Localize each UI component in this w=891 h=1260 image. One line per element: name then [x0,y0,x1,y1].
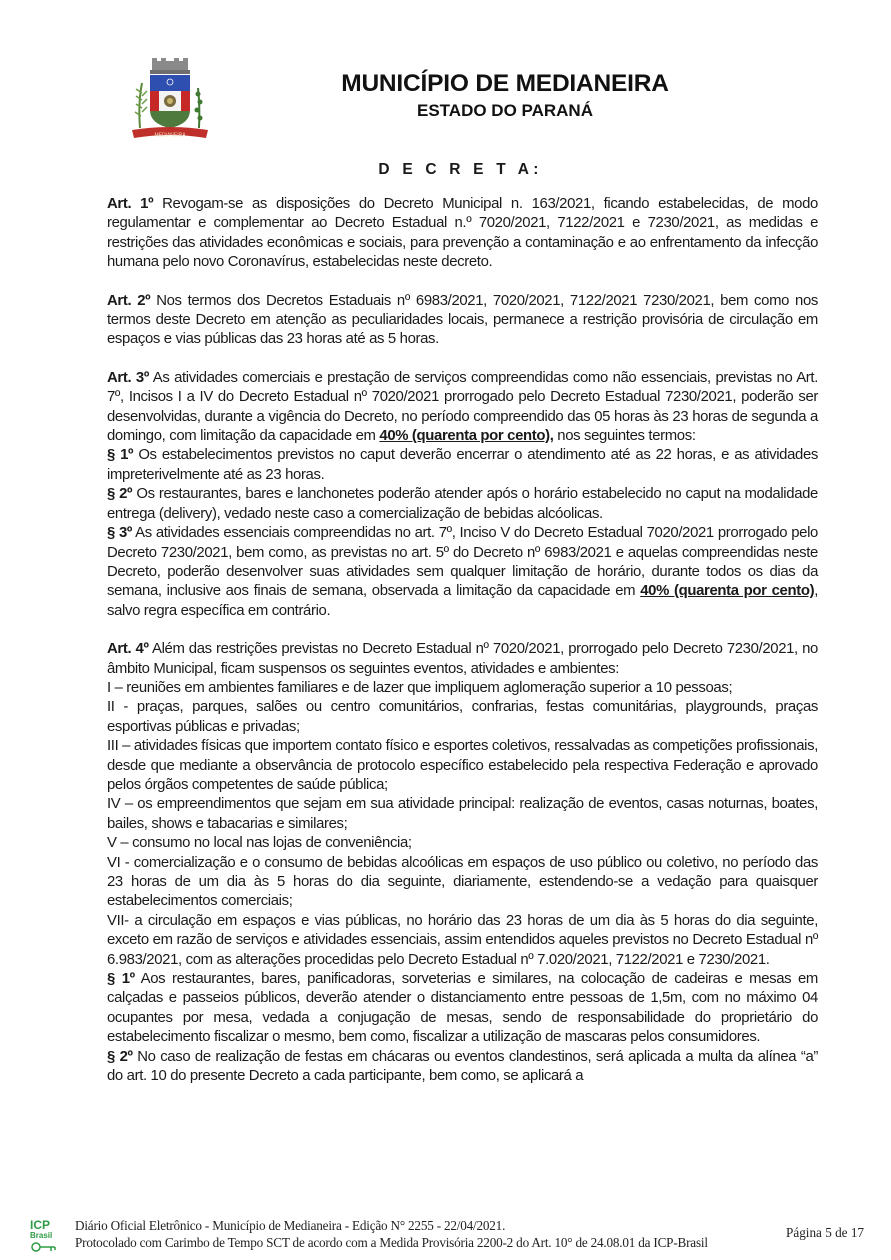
paragraph-text: No caso de realização de festas em chácaras ou eventos clandestinos, será aplicada a multa da alínea “a” do art. 10 do presente Decreto a cada participante, bem como, se aplicará a [107,1048,818,1085]
paragraph-text: Aos restaurantes, bares, panificadoras, sorveterias e similares, na colocação de cadeiras e mesas em calçadas e passeios públicos, deverão atender o distanciamento entre pessoas de 1,5m, com no máximo 04 ocupantes por mesa, vedada a conjugação de mesas, sendo de responsabilidade do proprietário do estabelecimento fiscalizar o mesmo, bem como, fiscalizar a utilização de mascaras pelos consumidores. [107,971,818,1046]
paragraph-label: § 2º [107,486,133,503]
article-4-item-i: I – reuniões em ambientes familiares e de lazer que impliquem aglomeração superior a 10 pessoas; [107,679,733,696]
crest-ribbon-text: MEDIANEIRA [154,132,186,139]
article-4-item-vii: VII- a circulação em espaços e vias públicas, no horário das 23 horas de um dia às 5 horas do dia seguinte, exceto em razão de serviços e atividades essenciais, assim entendidos aqueles previstos no Decreto Estadual nº 6.983/2021, com as alterações procedidas pelo Decreto Estadual nº 7.020/2021, 7122/2021 e 7230/2021. [107,912,818,968]
article-3-paragraph-3 [107,524,818,621]
footer-publication-info [75,1218,708,1251]
capacity-highlight: 40% (quarenta por cento), [379,428,554,445]
paragraph-text: Os restaurantes, bares e lanchonetes poderão atender após o horário estabelecido no caput na modalidade entrega (delivery), vedado neste caso a comercialização de bebidas alcóolicas. [107,486,818,522]
article-text: Nos termos dos Decretos Estaduais nº 6983/2021, 7020/2021, 7122/2021 7230/2021, bem como nos termos deste Decreto em atenção as peculiaridades locais, permanece a restrição provisória de circulação em espaços e vias públicas das 23 horas até as 5 horas. [107,292,818,348]
decreta-heading: D E C R E T A: [378,161,543,178]
icp-brasil-logo-icon [29,1218,65,1256]
article-text: Além das restrições previstas no Decreto Estadual nº 7020/2021, prorrogado pelo Decreto 7230/2021, no âmbito Municipal, ficam suspensos os seguintes eventos, atividades e ambientes: [107,641,818,677]
article-4-paragraph-2 [107,1048,818,1087]
capacity-highlight: 40% (quarenta por cento) [640,583,815,600]
article-label: Art. 4º [107,641,149,658]
article-3-paragraph-2 [107,485,818,524]
municipal-coat-of-arms-icon [130,58,210,142]
article-3 [107,369,818,447]
paragraph-label: § 2º [107,1048,133,1065]
article-label: Art. 1º [107,196,154,212]
article-4-item-ii: II - praças, parques, salões ou centro comunitários, confrarias, festas comunitárias, playgrounds, praças esportivas públicas e privadas; [107,699,818,735]
page-number: Página 5 de 17 [786,1225,865,1240]
article-4-item-vi: VI - comercialização e o consumo de bebidas alcoólicas em espaços de uso público ou coletivo, no período das 23 horas de um dia às 5 horas do dia seguinte, diariamente, estendendo-se a vedação para quaisquer estabelecimentos comerciais; [107,854,818,910]
paragraph-text: As atividades essenciais compreendidas no art. 7º, Inciso V do Decreto Estadual 7020/2021 prorrogado pelo Decreto 7230/2021, bem como, as previstas no art. 5º do Decreto nº 6983/2021 e aquelas compreendidas neste Decreto, poderão desenvolver suas atividades sem qualquer limitação de horário, durante todos os dias da semana, inclusive aos finais de semana, observada a limitação da capacidade em [107,525,818,600]
article-3-paragraph-1 [107,446,818,485]
article-1 [107,195,818,273]
article-4-item-iv: IV – os empreendimentos que sejam em sua atividade principal: realização de eventos, casas noturnas, boates, bailes, shows e tabacarias e similares; [107,796,818,832]
icp-logo-text: ICP [30,1218,51,1232]
municipality-title: MUNICÍPIO DE MEDIANEIRA [341,70,669,97]
article-label: Art. 2º [107,292,151,309]
paragraph-label: § 3º [107,525,132,542]
article-text: nos seguintes termos: [553,428,696,445]
paragraph-label: § 1º [107,447,134,464]
article-4-item-iii: III – atividades físicas que importem contato físico e esportes coletivos, ressalvadas as competições profissionais, desde que mediante a observância de protocolo específico estabelecido pela respectiva Federação e aprovado pelos órgãos competentes de saúde pública; [107,738,818,793]
state-subtitle: ESTADO DO PARANÁ [417,101,593,120]
footer-line-1: Diário Oficial Eletrônico - Município de Medianeira - Edição N° 2255 - 22/04/2021. [75,1218,506,1233]
article-text: Revogam-se as disposições do Decreto Municipal n. 163/2021, ficando estabelecidas, de modo regulamentar e complementar ao Decreto Estadual n.º 7020/2021, 7122/2021 e 7230/2021, as medidas e restrições das atividades econômicas e sociais, para prevenção a contaminação e ao enfrentamento da infecção humana pelo novo Coronavírus, estabelecidas neste decreto. [107,196,818,271]
paragraph-text: Os estabelecimentos previstos no caput deverão encerrar o atendimento até as 22 horas, e as atividades impreterivelmente até as 23 horas. [107,447,818,483]
decree-body [107,195,818,1086]
article-2 [107,292,818,350]
paragraph-label: § 1º [107,971,135,988]
icp-logo-subtext: Brasil [30,1231,53,1240]
article-label: Art. 3º [107,369,149,386]
article-4-paragraph-1 [107,970,818,1048]
paragraph-text: , salvo regra específica em contrário. [107,583,818,619]
article-4 [107,640,818,679]
article-4-item-v: V – consumo no local nas lojas de conveniência; [107,835,412,852]
article-text: As atividades comerciais e prestação de serviços compreendidas como não essenciais, previstas no Art. 7º, Incisos I a IV do Decreto Estadual nº 7020/2021 prorrogado pelo Decreto Estadual 7230/2021, poderão ser desenvolvidas, durante a vigência do Decreto, no período compreendido das 05 horas às 23 horas de segunda a domingo, com limitação da capacidade em [107,369,818,445]
footer-line-2: Protocolado com Carimbo de Tempo SCT de acordo com a Medida Provisória 2200-2 do Art. 10° de 24.08.01 da ICP-Brasil [75,1234,708,1250]
